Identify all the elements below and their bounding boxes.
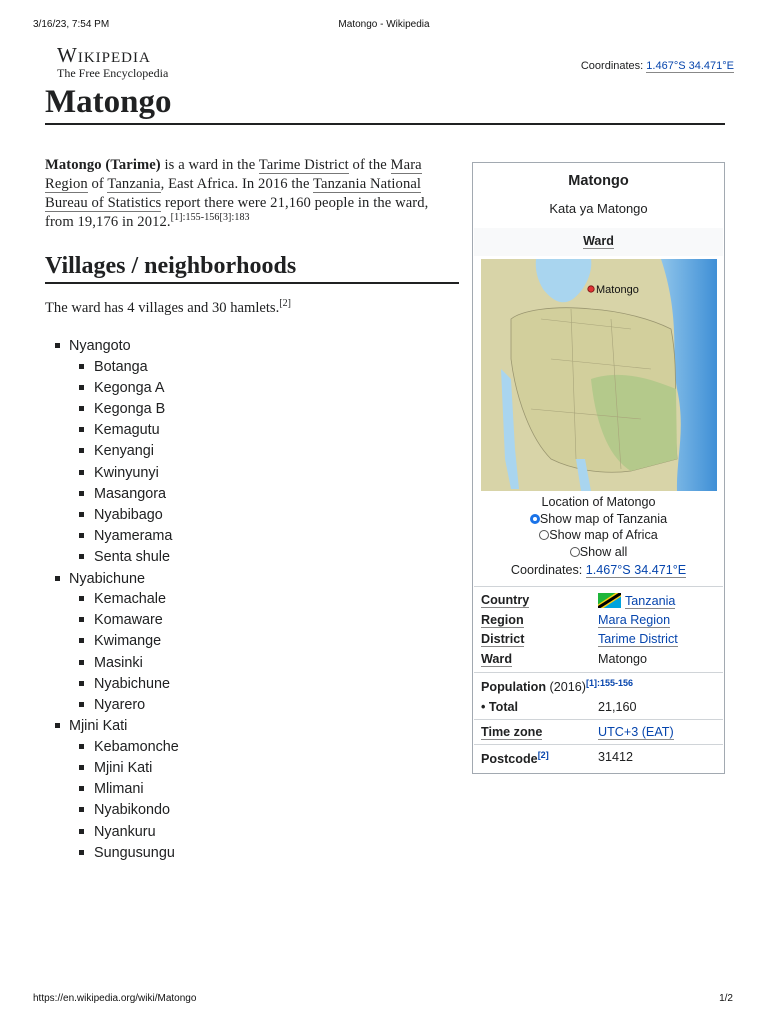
value-district[interactable]: Tarime District bbox=[598, 632, 678, 646]
ref-1[interactable]: [1]:155-156 bbox=[170, 212, 220, 224]
bullet bbox=[79, 702, 84, 707]
map-marker-label: Matongo bbox=[596, 284, 639, 296]
bullet bbox=[79, 681, 84, 686]
hamlet-name: Nyankuru bbox=[94, 823, 156, 840]
row-region bbox=[481, 613, 716, 631]
coordinates-label: Coordinates: bbox=[580, 60, 644, 72]
row-district bbox=[481, 632, 716, 650]
bullet bbox=[55, 343, 60, 348]
print-footer bbox=[33, 993, 735, 1007]
print-page-number: 1/2 bbox=[719, 993, 733, 1004]
hamlet-list bbox=[69, 357, 179, 569]
bullet bbox=[79, 638, 84, 643]
map-option-label: Show all bbox=[579, 544, 628, 559]
bullet bbox=[79, 427, 84, 432]
hamlet-name: Nyabichune bbox=[94, 675, 171, 692]
value-ward: Matongo bbox=[598, 652, 648, 666]
infobox bbox=[472, 162, 725, 774]
radio-icon[interactable] bbox=[539, 530, 549, 540]
ref-2[interactable]: [2] bbox=[279, 298, 291, 310]
hamlet-item bbox=[79, 653, 179, 674]
hamlet-item bbox=[79, 399, 179, 420]
hamlet-item bbox=[79, 378, 179, 399]
lead-text-3: of bbox=[87, 176, 108, 192]
bullet bbox=[55, 576, 60, 581]
hamlet-name: Masangora bbox=[94, 485, 166, 502]
hamlet-name: Kegonga A bbox=[94, 379, 165, 396]
bullet bbox=[79, 554, 84, 559]
location-map[interactable] bbox=[481, 259, 717, 491]
label-ward[interactable]: Ward bbox=[481, 652, 513, 666]
hamlet-item bbox=[79, 484, 179, 505]
link-mara-region[interactable]: Mara Region bbox=[45, 157, 422, 192]
hamlet-name: Mjini Kati bbox=[94, 759, 153, 776]
population-ref[interactable]: [1]:155-156 bbox=[585, 678, 633, 688]
infobox-separator bbox=[474, 719, 723, 720]
page-title: Matongo bbox=[45, 84, 172, 120]
infobox-separator bbox=[474, 744, 723, 745]
label-population-wrap bbox=[481, 678, 633, 694]
bullet bbox=[79, 470, 84, 475]
value-country-wrap bbox=[598, 593, 675, 608]
map-caption bbox=[473, 494, 724, 560]
row-country bbox=[481, 593, 716, 611]
bullet bbox=[79, 406, 84, 411]
village-name: Nyabichune bbox=[69, 570, 146, 587]
bullet bbox=[79, 786, 84, 791]
hamlet-name: Nyabikondo bbox=[94, 802, 171, 819]
bullet bbox=[79, 765, 84, 770]
village-name: Nyangoto bbox=[69, 338, 131, 354]
bullet bbox=[79, 385, 84, 390]
hamlet-item bbox=[79, 758, 179, 779]
hamlet-item bbox=[79, 610, 179, 631]
hamlet-item bbox=[79, 441, 179, 462]
row-ward bbox=[481, 652, 716, 670]
wikipedia-logo[interactable] bbox=[57, 44, 197, 80]
link-nbs[interactable]: Tanzania National Bureau of Statistics bbox=[45, 176, 422, 211]
hamlet-item bbox=[79, 631, 179, 652]
value-timezone[interactable]: UTC+3 (EAT) bbox=[598, 725, 674, 739]
bullet bbox=[79, 596, 84, 601]
hamlet-name: Komaware bbox=[94, 612, 163, 629]
map-option-label: Show map of Africa bbox=[549, 528, 658, 542]
radio-icon[interactable] bbox=[570, 547, 580, 557]
label-total: • Total bbox=[481, 700, 519, 714]
hamlet-item bbox=[79, 779, 179, 800]
map-caption-text: Location of Matongo bbox=[541, 495, 656, 509]
hamlet-name: Kwimange bbox=[94, 633, 162, 650]
matongo-marker[interactable] bbox=[588, 286, 594, 292]
ref-3[interactable]: [3]:183 bbox=[219, 212, 250, 224]
hamlet-item bbox=[79, 843, 179, 864]
hamlet-item bbox=[79, 800, 179, 821]
hamlet-item bbox=[79, 547, 179, 568]
bullet bbox=[79, 533, 84, 538]
hamlet-item bbox=[79, 463, 179, 484]
map-option-all[interactable] bbox=[473, 544, 724, 561]
bullet bbox=[79, 850, 84, 855]
lead-text-2: of the bbox=[348, 157, 391, 173]
hamlet-name: Nyabibago bbox=[94, 506, 163, 523]
row-total bbox=[481, 700, 716, 718]
hamlet-list bbox=[69, 589, 179, 716]
hamlet-name: Masinki bbox=[94, 654, 143, 671]
bullet bbox=[79, 829, 84, 834]
infobox-subtitle: Kata ya Matongo bbox=[549, 201, 648, 216]
print-date: 3/16/23, 7:54 PM bbox=[33, 19, 110, 30]
infobox-type-link[interactable]: Ward bbox=[583, 234, 614, 248]
label-district[interactable]: District bbox=[481, 632, 525, 646]
radio-selected-icon[interactable] bbox=[530, 514, 540, 524]
hamlet-item bbox=[79, 505, 179, 526]
coordinates-link[interactable]: 1.467°S 34.471°E bbox=[585, 563, 687, 577]
lead-text-1: is a ward in the bbox=[160, 157, 259, 173]
value-country[interactable]: Tanzania bbox=[625, 594, 676, 608]
village-item bbox=[55, 336, 179, 569]
label-population: Population bbox=[481, 680, 547, 695]
infobox-separator bbox=[474, 586, 723, 587]
value-region[interactable]: Mara Region bbox=[598, 613, 671, 627]
village-item bbox=[55, 569, 179, 717]
hamlet-name: Sungusungu bbox=[94, 844, 175, 861]
bullet bbox=[79, 491, 84, 496]
bullet bbox=[79, 364, 84, 369]
coordinates-link[interactable]: 1.467°S 34.471°E bbox=[646, 60, 734, 72]
hamlet-name: Kenyangi bbox=[94, 443, 155, 460]
label-country[interactable]: Country bbox=[481, 593, 530, 607]
section-paragraph bbox=[45, 298, 291, 318]
infobox-title: Matongo bbox=[568, 173, 629, 189]
hamlet-item bbox=[79, 737, 179, 758]
hamlet-name: Kemachale bbox=[94, 591, 166, 608]
map-option-label: Show map of Tanzania bbox=[539, 511, 668, 526]
tanzania-flag-icon bbox=[598, 593, 621, 608]
hamlet-item bbox=[79, 526, 179, 547]
print-url: https://en.wikipedia.org/wiki/Matongo bbox=[33, 993, 197, 1004]
lead-bold-term: Matongo (Tarime) bbox=[45, 157, 161, 173]
infobox-separator bbox=[474, 672, 723, 673]
header-coordinates bbox=[581, 60, 734, 72]
bullet bbox=[79, 448, 84, 453]
link-tarime-district[interactable]: Tarime District bbox=[258, 157, 349, 173]
hamlet-name: Kegonga B bbox=[94, 400, 166, 417]
infobox-type bbox=[473, 234, 724, 248]
map-option-tanzania[interactable] bbox=[473, 511, 724, 528]
section-text: The ward has 4 villages and 30 hamlets. bbox=[45, 300, 280, 316]
section-divider bbox=[45, 282, 459, 284]
map-option-africa[interactable] bbox=[473, 527, 724, 544]
hamlet-name: Senta shule bbox=[94, 549, 171, 566]
bullet bbox=[79, 744, 84, 749]
hamlet-item bbox=[79, 822, 179, 843]
hamlet-name: Kwinyunyi bbox=[94, 464, 159, 481]
hamlet-item bbox=[79, 674, 179, 695]
postcode-ref[interactable]: [2] bbox=[537, 750, 549, 760]
hamlet-name: Mlimani bbox=[94, 781, 144, 798]
label-postcode: Postcode bbox=[481, 752, 538, 767]
hamlet-name: Kebamonche bbox=[94, 738, 179, 755]
village-name: Mjini Kati bbox=[69, 718, 128, 735]
hamlet-name: Nyamerama bbox=[94, 528, 173, 545]
print-title: Matongo - Wikipedia bbox=[338, 19, 430, 30]
hamlet-item bbox=[79, 357, 179, 378]
lead-text-5: report there were 21,160 people in the ward, from 19,176 in 2012. bbox=[45, 195, 429, 230]
wikipedia-wordmark: Wikipedia bbox=[57, 43, 151, 67]
bullet bbox=[79, 512, 84, 517]
coordinates-label: Coordinates: bbox=[510, 563, 583, 577]
value-total: 21,160 bbox=[598, 700, 637, 714]
hamlet-name: Kemagutu bbox=[94, 422, 160, 439]
hamlet-item bbox=[79, 420, 179, 441]
label-region[interactable]: Region bbox=[481, 613, 524, 627]
village-item bbox=[55, 716, 179, 864]
hamlet-name: Nyarero bbox=[94, 697, 146, 714]
title-divider bbox=[45, 123, 725, 125]
infobox-coordinates bbox=[473, 563, 724, 577]
hamlet-item bbox=[79, 695, 179, 716]
lead-paragraph bbox=[45, 156, 460, 232]
hamlet-item bbox=[79, 589, 179, 610]
label-postcode-wrap bbox=[481, 750, 549, 766]
bullet bbox=[79, 617, 84, 622]
row-population bbox=[481, 678, 716, 696]
row-timezone bbox=[481, 725, 716, 743]
lead-text-4: , East Africa. In 2016 the bbox=[160, 176, 314, 192]
print-header bbox=[33, 19, 735, 33]
bullet bbox=[55, 723, 60, 728]
value-postcode: 31412 bbox=[598, 750, 634, 764]
label-timezone[interactable]: Time zone bbox=[481, 725, 543, 739]
wikipedia-tagline: The Free Encyclopedia bbox=[57, 66, 169, 80]
row-postcode bbox=[481, 750, 716, 768]
bullet bbox=[79, 660, 84, 665]
hamlet-list bbox=[69, 737, 179, 864]
population-year: (2016) bbox=[546, 680, 586, 695]
villages-list bbox=[55, 336, 179, 864]
bullet bbox=[79, 807, 84, 812]
hamlet-name: Botanga bbox=[94, 358, 148, 375]
link-tanzania[interactable]: Tanzania bbox=[107, 176, 161, 192]
section-heading: Villages / neighborhoods bbox=[45, 253, 297, 279]
